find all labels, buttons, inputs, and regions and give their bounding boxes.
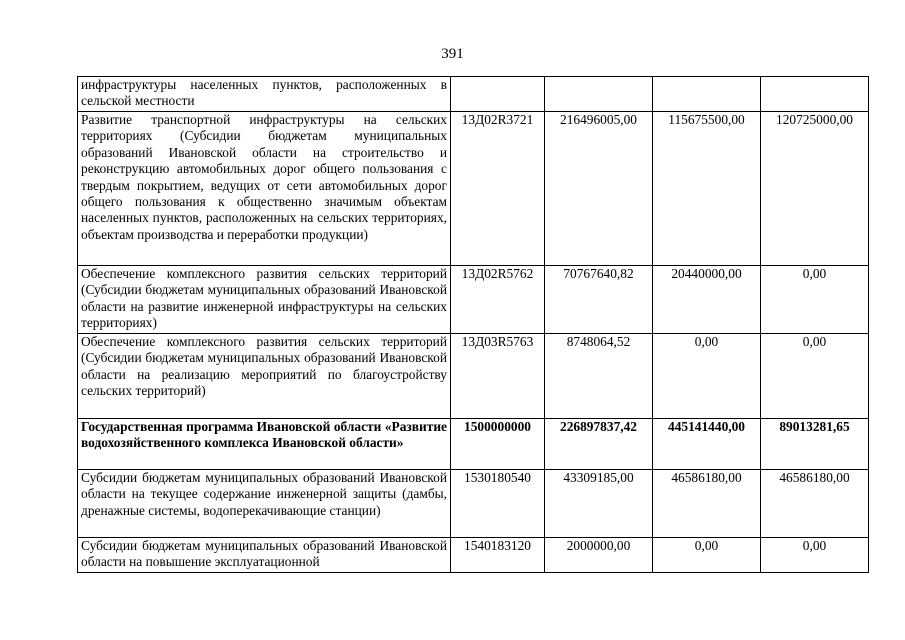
row-name-cell	[78, 470, 451, 538]
row-value-1: 216496005,00	[545, 112, 653, 266]
row-name: Обеспечение комплексного развития сельских территорий (Субсидии бюджетам муниципальных образований Ивановской области на реализацию мероприятий по благоустройству сельских территорий)	[81, 334, 447, 399]
row-name: Государственная программа Ивановской области «Развитие водохозяйственного комплекса Ивановской области»	[81, 419, 447, 451]
row-code	[451, 77, 545, 112]
row-value-2	[653, 77, 761, 112]
row-value-3: 120725000,00	[761, 112, 869, 266]
row-value-1: 226897837,42	[545, 419, 653, 470]
row-code: 13Д02R5762	[451, 266, 545, 334]
row-code: 1540183120	[451, 538, 545, 573]
table-row	[78, 538, 869, 573]
row-value-3: 0,00	[761, 334, 869, 419]
row-value-1	[545, 77, 653, 112]
row-code: 13Д03R5763	[451, 334, 545, 419]
row-value-1: 70767640,82	[545, 266, 653, 334]
row-name-cell	[78, 334, 451, 419]
table-row	[78, 470, 869, 538]
row-value-1: 43309185,00	[545, 470, 653, 538]
row-value-3	[761, 77, 869, 112]
row-code: 1530180540	[451, 470, 545, 538]
row-code: 13Д02R3721	[451, 112, 545, 266]
table-row	[78, 334, 869, 419]
row-name: Обеспечение комплексного развития сельских территорий (Субсидии бюджетам муниципальных образований Ивановской области на развитие инженерной инфраструктуры на сельских территориях)	[81, 266, 447, 331]
budget-table	[77, 76, 869, 573]
table-row	[78, 112, 869, 266]
row-value-2: 0,00	[653, 334, 761, 419]
row-code: 1500000000	[451, 419, 545, 470]
row-name-cell	[78, 419, 451, 470]
row-value-1: 8748064,52	[545, 334, 653, 419]
row-value-3: 46586180,00	[761, 470, 869, 538]
row-value-2: 0,00	[653, 538, 761, 573]
row-name-cell	[78, 112, 451, 266]
row-value-2: 115675500,00	[653, 112, 761, 266]
row-name: Субсидии бюджетам муниципальных образований Ивановской области на повышение эксплуатационной	[81, 538, 447, 570]
table-row	[78, 77, 869, 112]
row-value-2: 20440000,00	[653, 266, 761, 334]
row-name: Развитие транспортной инфраструктуры на сельских территориях (Субсидии бюджетам муниципальных образований Ивановской области на строительство и реконструкцию автомобильных дорог общего пользования с твердым покрытием, ведущих от сети автомобильных дорог общего пользования к общественно значимым объектам населенных пунктов, расположенных на сельских территориях, объектам производства и переработки продукции)	[81, 112, 447, 242]
row-value-1: 2000000,00	[545, 538, 653, 573]
table-row	[78, 266, 869, 334]
row-value-3: 0,00	[761, 266, 869, 334]
row-name-cell	[78, 77, 451, 112]
row-value-3: 89013281,65	[761, 419, 869, 470]
row-value-2: 445141440,00	[653, 419, 761, 470]
table-row-program	[78, 419, 869, 470]
row-value-2: 46586180,00	[653, 470, 761, 538]
row-value-3: 0,00	[761, 538, 869, 573]
row-name-cell	[78, 538, 451, 573]
page-number: 391	[441, 46, 464, 62]
row-name: инфраструктуры населенных пунктов, расположенных в сельской местности	[81, 77, 447, 109]
row-name: Субсидии бюджетам муниципальных образований Ивановской области на текущее содержание инженерной защиты (дамбы, дренажные системы, водоперекачивающие станции)	[81, 470, 447, 518]
row-name-cell	[78, 266, 451, 334]
